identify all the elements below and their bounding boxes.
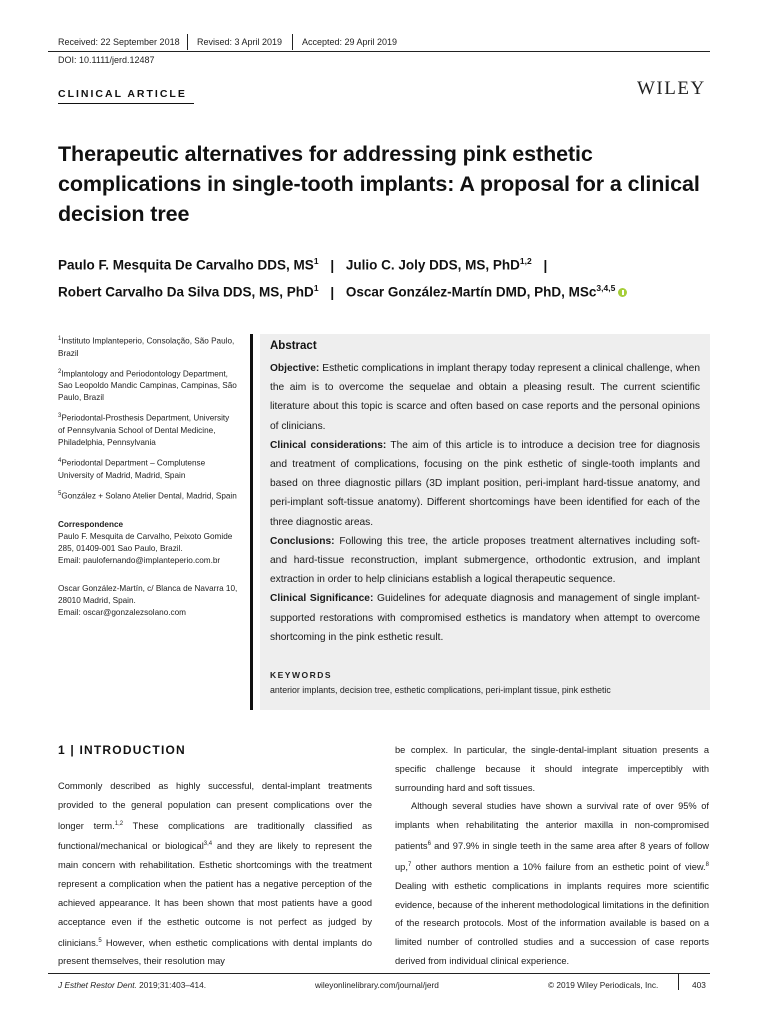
doi[interactable]: DOI: 10.1111/jerd.12487: [58, 55, 155, 65]
author-affiliation-ref: 3,4,5: [596, 283, 616, 293]
article-type-underline: [58, 103, 194, 104]
correspondence-address: Oscar González-Martín, c/ Blanca de Navarra 10, 28010 Madrid, Spain.: [58, 583, 238, 605]
orcid-icon[interactable]: [618, 288, 627, 297]
affiliation: $^3$Periodontal-Prosthesis Department, University of Pennsylvania School of Dental Medicine, Philadelphia, Pennsylvania: [58, 413, 230, 448]
author-affiliation-ref: 1: [313, 283, 319, 293]
article-title: Therapeutic alternatives for addressing pink esthetic complications in single-tooth implants: A proposal for a clinical decision tree: [58, 142, 700, 226]
footer-divider: [678, 974, 679, 990]
author-name[interactable]: Robert Carvalho Da Silva DDS, MS, PhD: [58, 284, 314, 300]
abstract-bar: [250, 334, 253, 710]
keywords: anterior implants, decision tree, esthetic complications, peri-implant tissue, pink esthetic: [270, 685, 611, 695]
author-affiliation-ref: 1: [313, 256, 319, 266]
abstract-conclusions: Conclusions: Following this tree, the article proposes treatment alternatives including soft- and hard-tissue reconstruction, implant submergence, orthodontic extrusion, and implant extraction in order to help clinicians establish a logical therapeutic sequence.: [270, 535, 700, 586]
footer-copyright: © 2019 Wiley Periodicals, Inc.: [548, 980, 659, 990]
body-column-1: Commonly described as highly successful, dental-implant treatments provided to the general population can present complications over the longer term.$^{1,2}$ These complications are traditionally classified as functional/mechanical or biological$^{3,4}$ and they are likely to represent the main concern with rehabilitation. Esthetic shortcomings with the treatment represent a complication when the patient has a negative perception of the achieved appearance. It has been shown that most patients have a good acceptance even if the esthetic outcome is not perfect as judged by clinicians.$^5$ However, when esthetic complications with dental implants do present themselves, their resolution may: [58, 781, 373, 967]
author-name[interactable]: Julio C. Joly DDS, MS, PhD: [345, 257, 520, 273]
correspondence-address: Paulo F. Mesquita de Carvalho, Peixoto Gomide 285, 01409-001 Sao Paulo, Brazil.: [58, 531, 233, 553]
affiliation: $^4$Periodontal Department – Complutense University of Madrid, Madrid, Spain: [58, 458, 206, 480]
abstract-objective: Objective: Esthetic complications in implant therapy today represent a clinical challenge, when the aim is to overcome the sequelae and obtain a pleasing result. The current scientific literature about this topic is scarce and often based on case reports and the personal opinions of clinicians.: [270, 363, 700, 432]
author-name[interactable]: Oscar González-Martín DMD, PhD, MSc: [345, 284, 597, 300]
footer-rule: [48, 973, 710, 974]
paragraph: be complex. In particular, the single-dental-implant situation presents a specific challenge because it should integrate imperceptibly with surrounding hard and soft tissues.: [395, 745, 709, 793]
page-number: 403: [692, 980, 706, 990]
author-name[interactable]: Paulo F. Mesquita De Carvalho DDS, MS: [58, 257, 314, 273]
header-rule: [48, 51, 710, 52]
abstract-body: [270, 359, 700, 647]
author-separator: |: [543, 257, 548, 273]
keywords-label: KEYWORDS: [270, 670, 333, 680]
correspondence-label: Correspondence: [58, 519, 124, 529]
header-divider: [187, 34, 188, 50]
body-column-2: [395, 741, 709, 971]
correspondence-email[interactable]: Email: paulofernando@implanteperio.com.br: [58, 555, 221, 565]
author-line-2: [58, 283, 627, 300]
paragraph: Although several studies have shown a survival rate of over 95% of implants when rehabilitating the anterior maxilla in non-compromised patients$^6$ and 97.9% in single teeth in the same area after 8 years of follow up,$^7$ other authors mention a 10% failure from an esthetic point of view.$^8$ Dealing with esthetic complications in implants requires more scientific evidence, because of the inherent methodological limitations in the definition of the research protocols. Most of the information available is based on a limited number of controlled studies and a succession of case reports derived from individual clinical experience.: [395, 801, 709, 966]
author-separator: |: [330, 257, 335, 273]
affiliation: $^5$González + Solano Atelier Dental, Madrid, Spain: [58, 490, 237, 501]
affiliation: $^1$Instituto Implanteperio, Consolação, São Paulo, Brazil: [58, 336, 235, 358]
abstract-heading: Abstract: [270, 340, 317, 352]
header-divider: [292, 34, 293, 50]
accepted-date: Accepted: 29 April 2019: [302, 37, 398, 47]
correspondence-email[interactable]: Email: oscar@gonzalezsolano.com: [58, 607, 186, 617]
affiliations: [58, 333, 238, 619]
abstract-significance: Clinical Significance: Guidelines for adequate diagnosis and management of single implant-supported restorations with compromised esthetics is mandatory when attempt to overcome shortcoming in the pink esthetic result.: [270, 593, 700, 643]
received-date: Received: 22 September 2018: [58, 37, 180, 47]
abstract-clinical-considerations: Clinical considerations: The aim of this article is to introduce a decision tree for diagnosis and treatment of complications, focusing on the pink esthetic of single-tooth implants and based on three diagnostic pillars (3D implant position, peri-implant hard-tissue anatomy, and peri-implant soft-tissue anatomy). Different shortcomings have been identified for each of the three diagnostic areas.: [270, 439, 700, 528]
author-line-1: [58, 256, 555, 273]
footer-citation: J Esthet Restor Dent. 2019;31:403–414.: [58, 980, 207, 990]
author-affiliation-ref: 1,2: [519, 256, 532, 266]
section-heading: 1 | INTRODUCTION: [58, 743, 186, 757]
affiliation: $^2$Implantology and Periodontology Department, Sao Leopoldo Mandic Campinas, Campinas, São Paulo, Brazil: [58, 368, 237, 403]
publisher-logo: WILEY: [637, 78, 706, 99]
article-type: CLINICAL ARTICLE: [58, 88, 187, 100]
footer-url[interactable]: wileyonlinelibrary.com/journal/jerd: [315, 980, 439, 990]
author-separator: |: [330, 284, 335, 300]
revised-date: Revised: 3 April 2019: [197, 37, 283, 47]
